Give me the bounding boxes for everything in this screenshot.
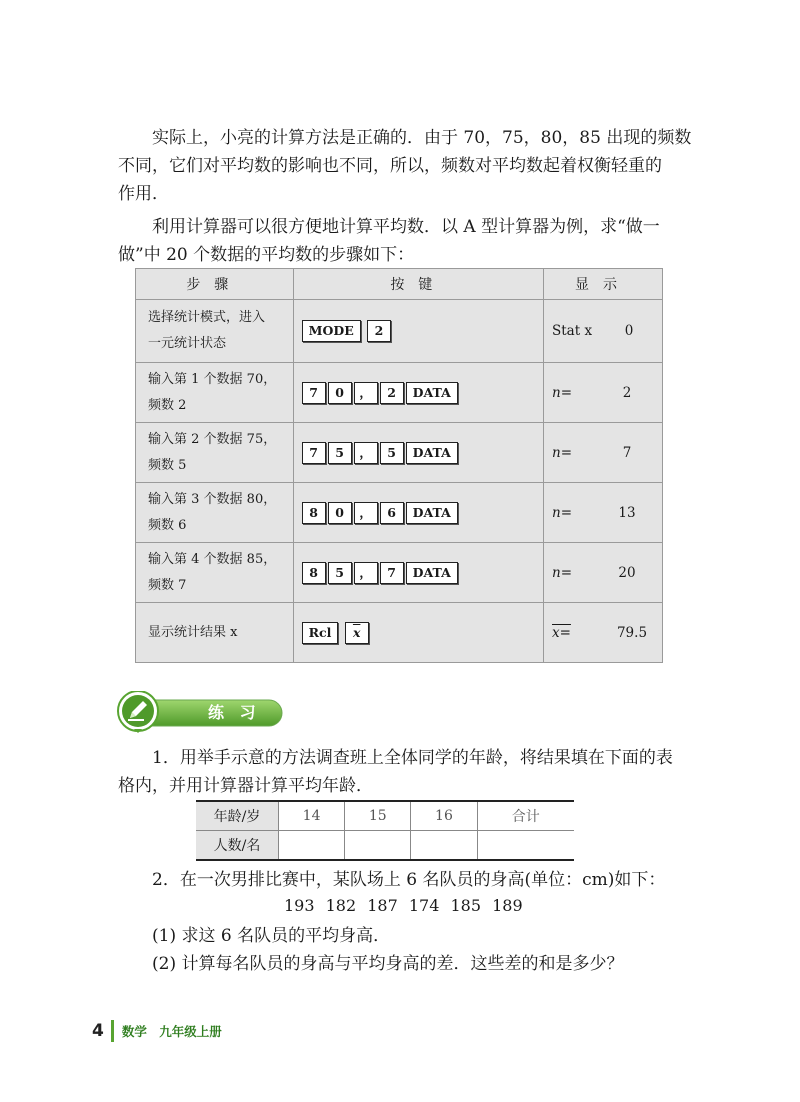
total-cell: 合计 — [477, 801, 574, 831]
count-total-cell — [477, 831, 574, 861]
count-label-cell: 人数/名 — [196, 831, 279, 861]
intro-line-5: 做”中 20 个数据的平均数的步骤如下： — [118, 245, 415, 265]
age-cell: 14 — [279, 801, 345, 831]
rcl-key: Rcl — [302, 622, 339, 644]
key-digit: 8 — [302, 562, 326, 584]
age-label-cell: 年龄/岁 — [196, 801, 279, 831]
book-title: 数学 九年级上册 — [121, 1024, 222, 1039]
intro-line-1: 实际上，小亮的计算方法是正确的．由于 70，75，80，85 出现的频数 — [152, 128, 692, 148]
data-key: DATA — [406, 382, 458, 404]
count-cell — [411, 831, 477, 861]
table-header-row — [136, 269, 663, 300]
key-digit: 7 — [380, 562, 404, 584]
key-comma: ， — [354, 382, 378, 404]
age-table — [196, 800, 574, 861]
data-key: DATA — [406, 442, 458, 464]
table-row — [196, 801, 574, 831]
exercise-badge-shape — [116, 691, 284, 733]
display-value: 2 — [622, 384, 632, 401]
keys-cell — [293, 423, 543, 483]
question-2-sub-1: (1) 求这 6 名队员的平均身高． — [152, 926, 391, 946]
key-digit: 7 — [302, 442, 326, 464]
intro-line-2: 不同，它们对平均数的影响也不同，所以，频数对平均数起着权衡轻重的 — [118, 156, 662, 176]
age-cell: 16 — [411, 801, 477, 831]
step-text-line1: 显示统计结果 x — [148, 624, 238, 640]
step-cell — [136, 363, 294, 423]
display-label: Stat x — [552, 323, 593, 339]
display-label: n= — [552, 564, 573, 581]
table-row — [136, 363, 663, 423]
display-value: 79.5 — [616, 624, 648, 641]
keys-cell — [293, 483, 543, 543]
header-display: 显示 — [544, 269, 663, 300]
table-row — [136, 423, 663, 483]
step-text-line1: 输入第 3 个数据 80， — [148, 491, 277, 507]
step-cell — [136, 603, 294, 663]
display-cell — [544, 603, 663, 663]
display-label: x= — [552, 624, 571, 641]
table-row — [136, 603, 663, 663]
heights-list: 193 182 187 174 185 189 — [284, 896, 523, 915]
key-digit: 0 — [328, 382, 352, 404]
key-digit: 5 — [328, 562, 352, 584]
step-text-line2: 频数 5 — [148, 457, 187, 473]
key-comma: ， — [354, 562, 378, 584]
count-cell — [279, 831, 345, 861]
step-text-line1: 输入第 2 个数据 75， — [148, 431, 277, 447]
keys-cell — [293, 300, 543, 363]
question-2-sub-2: (2) 计算每名队员的身高与平均身高的差．这些差的和是多少？ — [152, 954, 624, 974]
key-digit: 5 — [380, 442, 404, 464]
display-label: n= — [552, 444, 573, 461]
step-text-line2: 一元统计状态 — [148, 336, 227, 351]
display-value: 20 — [618, 564, 636, 581]
header-step: 步骤 — [136, 269, 294, 300]
intro-line-4: 利用计算器可以很方便地计算平均数．以 A 型计算器为例，求“做一 — [152, 217, 660, 237]
table-row — [136, 543, 663, 603]
display-label: n= — [552, 504, 573, 521]
table-row — [136, 483, 663, 543]
display-cell — [544, 483, 663, 543]
key-digit: 7 — [302, 382, 326, 404]
step-cell — [136, 483, 294, 543]
key-digit: 6 — [380, 502, 404, 524]
step-text-line1: 选择统计模式，进入 — [148, 310, 266, 325]
count-cell — [345, 831, 411, 861]
exercise-badge — [116, 691, 284, 733]
key-comma: ， — [354, 442, 378, 464]
key-digit: 5 — [328, 442, 352, 464]
age-cell: 15 — [345, 801, 411, 831]
page-footer — [92, 1020, 222, 1042]
display-cell — [544, 363, 663, 423]
display-cell — [544, 423, 663, 483]
mode-key: MODE — [302, 320, 361, 342]
data-key: DATA — [406, 562, 458, 584]
step-cell — [136, 543, 294, 603]
step-text-line1: 输入第 4 个数据 85， — [148, 551, 277, 567]
step-text-line2: 频数 7 — [148, 577, 187, 593]
key-digit: 8 — [302, 502, 326, 524]
xbar-key: $\overline{x}$ — [345, 622, 369, 644]
table-row — [196, 831, 574, 861]
exercise-badge-label: 练 习 — [208, 703, 256, 722]
question-1-line-1: 1．用举手示意的方法调查班上全体同学的年龄，将结果填在下面的表 — [152, 748, 673, 768]
display-value: 13 — [618, 504, 636, 521]
key-2: 2 — [367, 320, 391, 342]
data-key: DATA — [406, 502, 458, 524]
key-digit: 0 — [328, 502, 352, 524]
step-cell — [136, 300, 294, 363]
key-digit: 2 — [380, 382, 404, 404]
question-2-line-1: 2．在一次男排比赛中，某队场上 6 名队员的身高(单位：cm)如下： — [152, 870, 666, 890]
step-text-line1: 输入第 1 个数据 70， — [148, 371, 277, 387]
display-cell — [544, 543, 663, 603]
calculator-steps-table — [135, 268, 663, 663]
step-text-line2: 频数 2 — [148, 397, 187, 413]
key-comma: ， — [354, 502, 378, 524]
question-1-line-2: 格内，并用计算器计算平均年龄． — [118, 776, 373, 796]
keys-cell — [293, 363, 543, 423]
header-keys: 按键 — [293, 269, 543, 300]
step-text-line2: 频数 6 — [148, 517, 187, 533]
table-row — [136, 300, 663, 363]
page-number: 4 — [92, 1021, 104, 1041]
keys-cell — [293, 603, 543, 663]
footer-divider — [111, 1020, 114, 1042]
display-label: n= — [552, 384, 573, 401]
display-cell — [544, 300, 663, 363]
keys-cell — [293, 543, 543, 603]
display-value: 7 — [622, 444, 632, 461]
intro-line-3: 作用． — [118, 184, 169, 204]
step-cell — [136, 423, 294, 483]
display-value: 0 — [624, 323, 634, 339]
